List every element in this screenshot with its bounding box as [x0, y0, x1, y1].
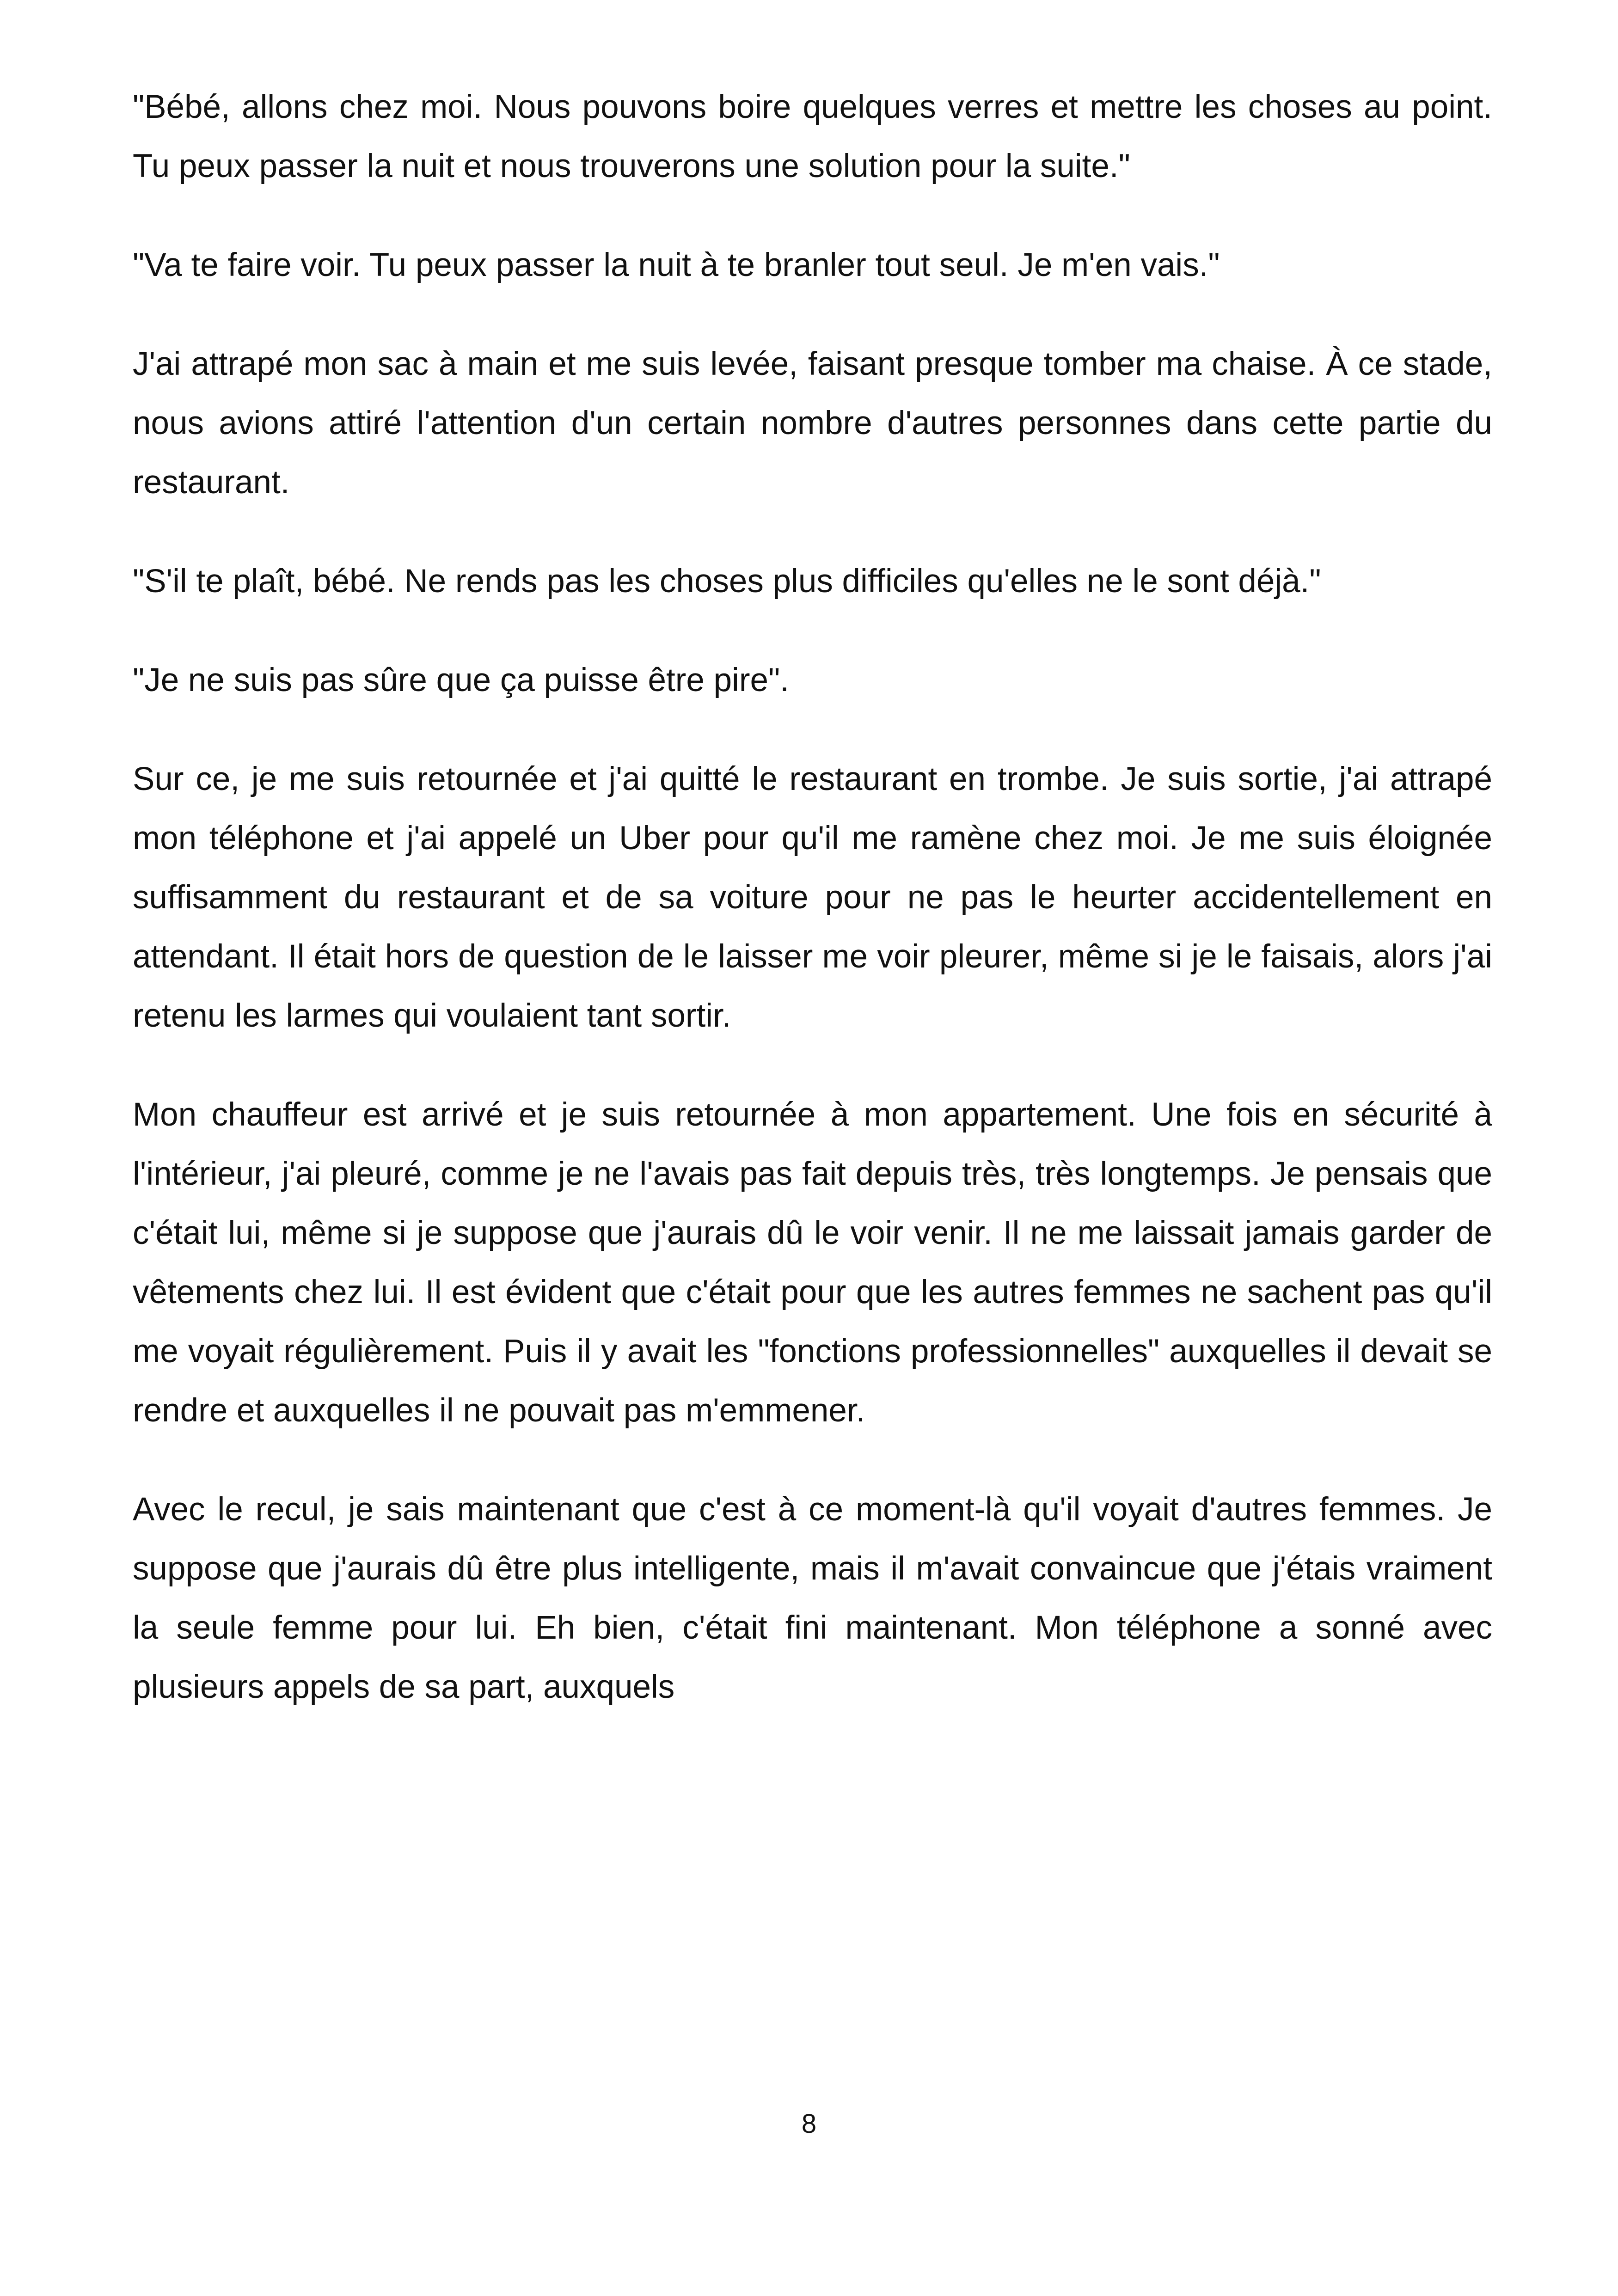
- paragraph-5: "Je ne suis pas sûre que ça puisse être pire".: [133, 662, 789, 698]
- page-number: 8: [801, 2109, 817, 2139]
- paragraph-3: J'ai attrapé mon sac à main et me suis levée, faisant presque tomber ma chaise. À ce stade, nous avions attiré l'attention d'un certain nombre d'autres personnes dans cette partie du restaurant.: [133, 346, 1492, 501]
- paragraph-6: Sur ce, je me suis retournée et j'ai quitté le restaurant en trombe. Je suis sortie, j'ai attrapé mon téléphone et j'ai appelé un Uber pour qu'il me ramène chez moi. Je me suis éloignée suffisamment du restaurant et de sa voiture pour ne pas le heurter accidentellement en attendant. Il était hors de question de le laisser me voir pleurer, même si je le faisais, alors j'ai retenu les larmes qui voulaient tant sortir.: [133, 761, 1492, 1034]
- body-text: [133, 78, 1492, 1717]
- paragraph-8: Avec le recul, je sais maintenant que c'est à ce moment-là qu'il voyait d'autres femmes. Je suppose que j'aurais dû être plus intelligente, mais il m'avait convaincue que j'étais vraiment la seule femme pour lui. Eh bien, c'était fini maintenant. Mon téléphone a sonné avec plusieurs appels de sa part, auxquels: [133, 1491, 1492, 1705]
- paragraph-4: "S'il te plaît, bébé. Ne rends pas les choses plus difficiles qu'elles ne le sont déjà.": [133, 563, 1321, 600]
- paragraph-1: "Bébé, allons chez moi. Nous pouvons boire quelques verres et mettre les choses au point. Tu peux passer la nuit et nous trouverons une solution pour la suite.": [133, 89, 1492, 184]
- paragraph-7: Mon chauffeur est arrivé et je suis retournée à mon appartement. Une fois en sécurité à l'intérieur, j'ai pleuré, comme je ne l'avais pas fait depuis très, très longtemps. Je pensais que c'était lui, même si je suppose que j'aurais dû le voir venir. Il ne me laissait jamais garder de vêtements chez lui. Il est évident que c'était pour que les autres femmes ne sachent pas qu'il me voyait régulièrement. Puis il y avait les "fonctions professionnelles" auxquelles il devait se rendre et auxquelles il ne pouvait pas m'emmener.: [133, 1096, 1492, 1429]
- paragraph-2: "Va te faire voir. Tu peux passer la nuit à te branler tout seul. Je m'en vais.": [133, 247, 1220, 283]
